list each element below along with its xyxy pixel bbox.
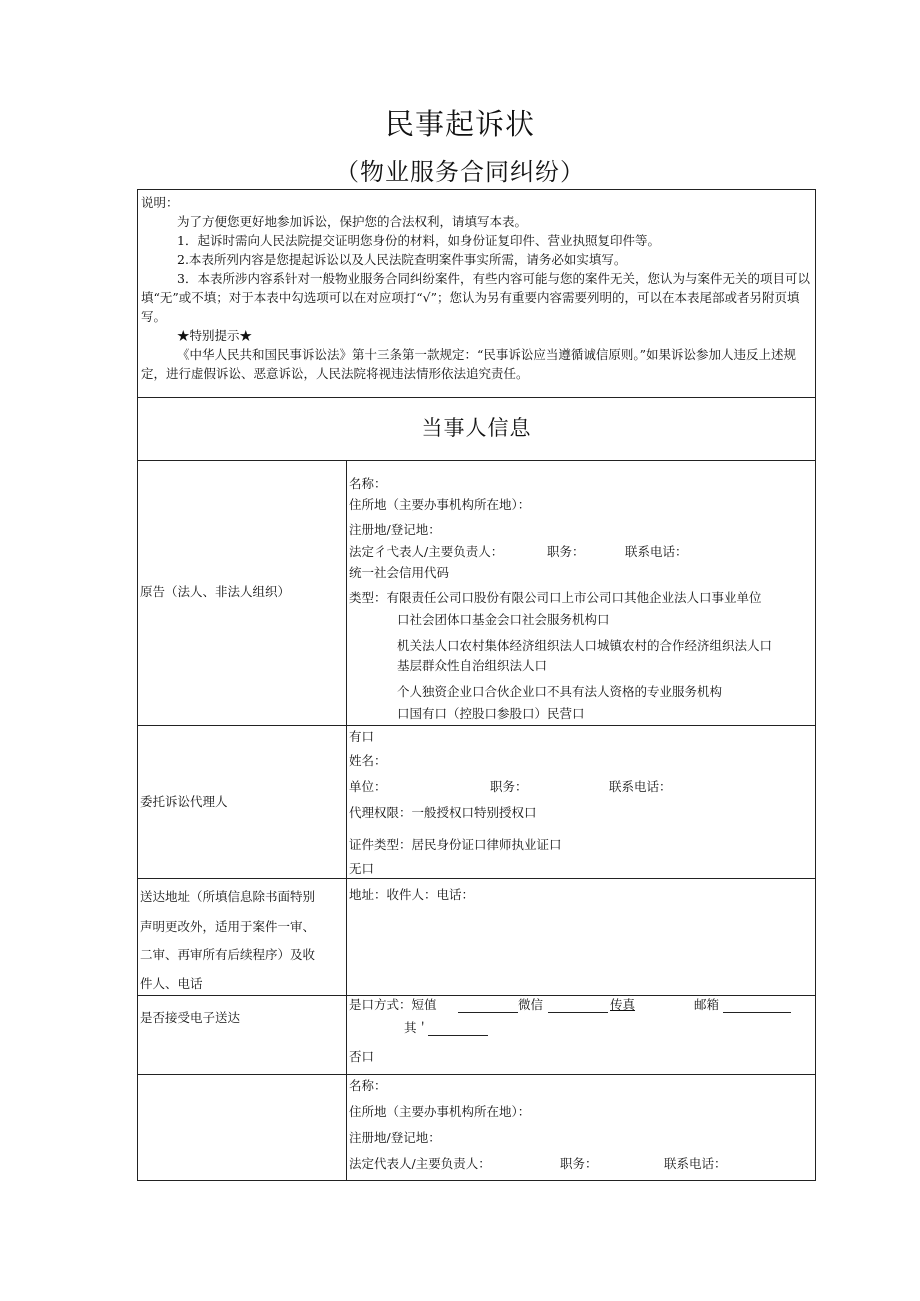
instruction-line-3: 2.本表所列内容是您提起诉讼以及人民法院查明案件事实所需，请务必如实填写。 xyxy=(177,252,627,267)
defendant-phone-field[interactable]: 联系电话： xyxy=(664,1156,727,1171)
agent-has-checkbox[interactable]: 有口 xyxy=(349,729,375,744)
divider xyxy=(138,460,815,461)
wechat-option[interactable]: 微信 xyxy=(518,997,544,1012)
document-subtitle: （物业服务合同纠纷） xyxy=(335,158,585,186)
plaintiff-legal-rep-field[interactable]: 法定彳弋表人/主要负责人： xyxy=(349,544,504,559)
plaintiff-position-field[interactable]: 职务： xyxy=(547,544,585,559)
electronic-no-checkbox[interactable]: 否口 xyxy=(349,1049,375,1064)
column-divider xyxy=(346,460,347,1181)
other-blank[interactable] xyxy=(428,1035,488,1036)
complaint-form xyxy=(137,189,816,1181)
email-blank[interactable] xyxy=(723,1012,791,1013)
plaintiff-label: 原告（法人、非法人组织） xyxy=(140,584,291,599)
plaintiff-credit-code-field[interactable]: 统一社会信用代码 xyxy=(349,565,450,580)
defendant-legal-rep-field[interactable]: 法定代表人/主要负责人： xyxy=(349,1156,491,1171)
divider xyxy=(138,725,815,726)
section-title: 当事人信息 xyxy=(421,416,532,440)
divider xyxy=(138,878,815,879)
wechat-blank[interactable] xyxy=(548,1012,608,1013)
defendant-position-field[interactable]: 职务： xyxy=(560,1156,598,1171)
service-address-label-line-1: 送达地址（所填信息除书面特别 xyxy=(140,889,316,904)
document-title: 民事起诉状 xyxy=(384,107,535,141)
service-address-field[interactable]: 地址：收件人：电话： xyxy=(349,887,475,902)
plaintiff-registered-field[interactable]: 注册地/登记地： xyxy=(349,522,441,537)
divider xyxy=(138,397,815,398)
agent-label: 委托诉讼代理人 xyxy=(140,794,228,809)
electronic-service-label: 是否接受电子送达 xyxy=(140,1010,241,1025)
defendant-name-field[interactable]: 名称： xyxy=(349,1078,387,1093)
plaintiff-type-line-6[interactable]: 口国有口（控股口参股口）民营口 xyxy=(397,706,585,721)
instruction-line-2: 1．起诉时需向人民法院提交证明您身份的材料，如身份证复印件、营业执照复印件等。 xyxy=(177,233,660,248)
service-address-label-line-4: 件人、电话 xyxy=(140,976,203,991)
agent-authority-options[interactable]: 代理权限：一般授权口特别授权口 xyxy=(349,805,537,820)
agent-none-checkbox[interactable]: 无口 xyxy=(349,861,375,876)
defendant-residence-field[interactable]: 住所地（主要办事机构所在地）： xyxy=(349,1104,531,1119)
agent-unit-field[interactable]: 单位： xyxy=(349,779,387,794)
plaintiff-phone-field[interactable]: 联系电话： xyxy=(625,544,688,559)
defendant-registered-field[interactable]: 注册地/登记地： xyxy=(349,1130,441,1145)
plaintiff-type-line-4[interactable]: 基层群众性自治组织法人口 xyxy=(397,658,548,673)
fax-option[interactable]: 传真 xyxy=(610,997,636,1012)
other-option[interactable]: 其＇ xyxy=(404,1020,430,1035)
service-address-label-line-3: 二审、再审所有后续程序）及收 xyxy=(140,947,316,962)
email-option[interactable]: 邮箱 xyxy=(694,997,720,1012)
plaintiff-type-line-2[interactable]: 口社会团体口基金会口社会服务机构口 xyxy=(397,612,610,627)
sms-blank[interactable] xyxy=(458,1012,518,1013)
instruction-line-1: 为了方便您更好地参加诉讼，保护您的合法权利，请填写本表。 xyxy=(177,214,528,229)
special-notice-title: ★特别提示★ xyxy=(177,328,253,343)
agent-id-type-options[interactable]: 证件类型：居民身份证口律师执业证口 xyxy=(349,837,562,852)
instructions-block xyxy=(141,193,813,383)
instructions-heading: 说明： xyxy=(141,195,179,210)
plaintiff-residence-field[interactable]: 住所地（主要办事机构所在地）： xyxy=(349,497,531,512)
agent-position-field[interactable]: 职务： xyxy=(490,779,528,794)
plaintiff-type-line-1[interactable]: 类型：有限责任公司口股份有限公司口上市公司口其他企业法人口事业单位 xyxy=(349,590,762,605)
instruction-line-4: 3．本表所涉内容系针对一般物业服务合同纠纷案件，有些内容可能与您的案件无关，您认为与案件无关的项目可以填“无”或不填；对于本表中勾选项可以在对应项打“√”；您认为另有重要内容需要列明的，可以在本表尾部或者另附页填写。 xyxy=(141,271,810,324)
plaintiff-type-line-3[interactable]: 机关法人口农村集体经济组织法人口城镇农村的合作经济组织法人口 xyxy=(397,638,773,653)
agent-phone-field[interactable]: 联系电话： xyxy=(609,779,672,794)
service-address-label-line-2: 声明更改外，适用于案件一审、 xyxy=(140,919,316,934)
divider xyxy=(138,1074,815,1075)
plaintiff-type-line-5[interactable]: 个人独资企业口合伙企业口不具有法人资格的专业服务机构 xyxy=(397,684,723,699)
electronic-yes-checkbox[interactable]: 是口方式：短值 xyxy=(349,997,437,1012)
special-notice-text: 《中华人民共和国民事诉讼法》第十三条第一款规定：“民事诉讼应当遵循诚信原则。”如果诉讼参加人违反上述规定，进行虚假诉讼、恶意诉讼，人民法院将视违法情形依法追究责任。 xyxy=(141,347,797,381)
agent-name-field[interactable]: 姓名： xyxy=(349,753,387,768)
plaintiff-name-field[interactable]: 名称： xyxy=(349,476,387,491)
